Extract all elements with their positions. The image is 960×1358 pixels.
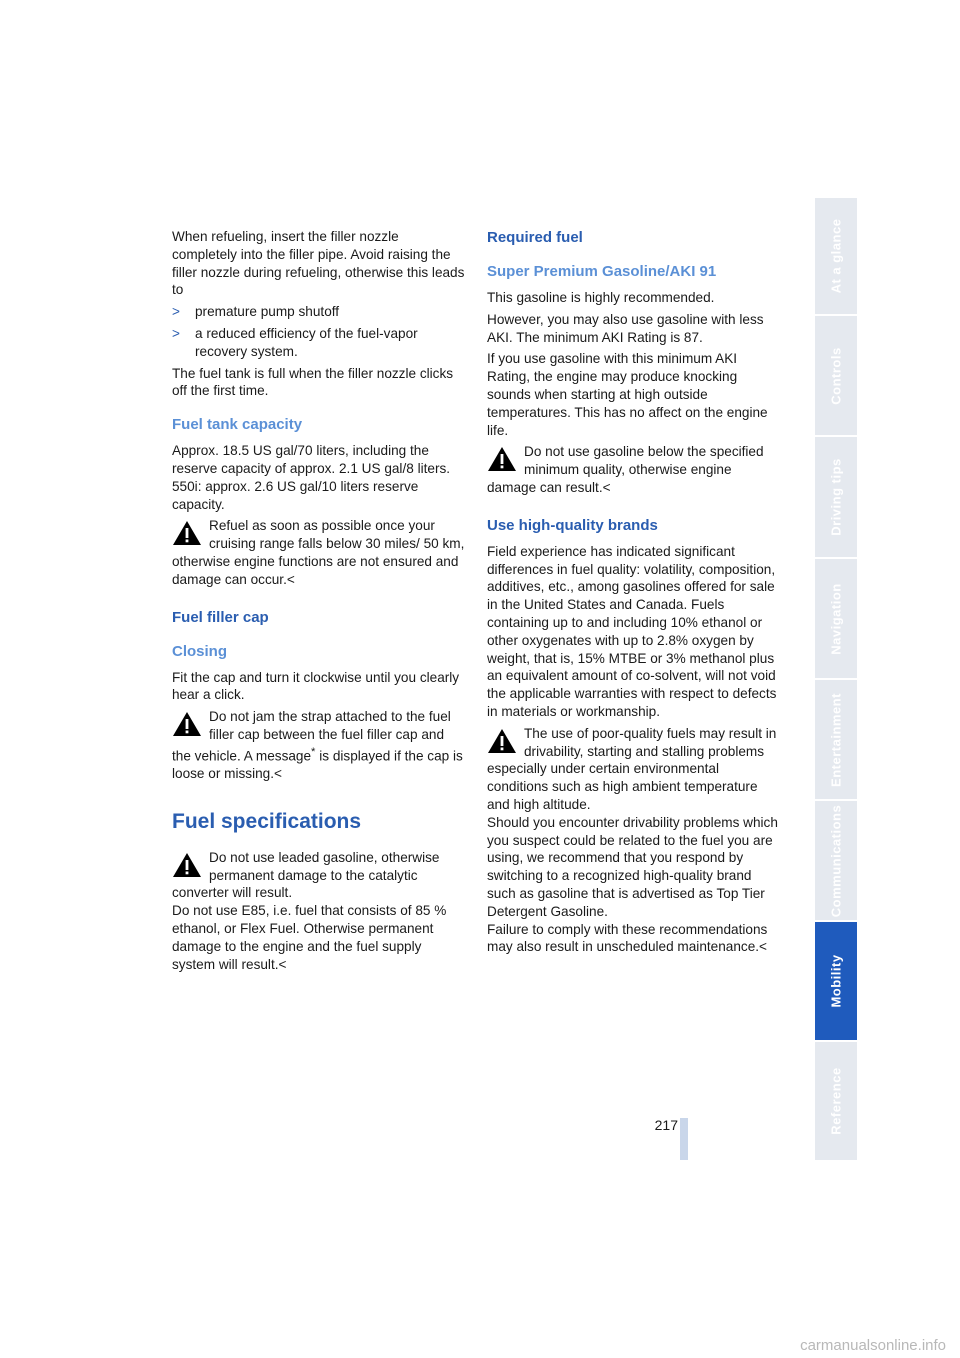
tab-mobility[interactable]: [815, 922, 857, 1040]
tab-navigation[interactable]: [815, 559, 857, 678]
chapter-tabs: [815, 198, 857, 1162]
paragraph: Field experience has indicated significant differences in fuel quality: volatility, composition, additives, etc., among gasolines offered for sale in the United States and Canada. Fuels containing up to and including 10% ethanol or other oxygenates with up to 2.8% oxygen by weight, that is, 15% MTBE or 3% methanol plus an equivalent amount of co-solvent, will not void the applicable warranties with respect to defects in materials or workmanship.: [487, 543, 777, 719]
warning-icon: [172, 852, 202, 878]
tab-label: Mobility: [828, 954, 844, 1008]
paragraph: If you use gasoline with this minimum AKI Rating, the engine may produce knocking sounds when starting at high outside temperatures. This has no affect on the engine life.: [487, 351, 768, 438]
paragraph: This gasoline is highly recommended.: [487, 290, 715, 305]
end-mark: <: [286, 571, 295, 587]
page-number: 217: [654, 1117, 678, 1133]
page-marker-bar: [680, 1118, 688, 1160]
warning-note: [172, 849, 466, 974]
tab-label: Driving tips: [828, 458, 844, 536]
paragraph: Approx. 18.5 US gal/70 liters, including the reserve capacity of approx. 2.1 US gal/8 liters. 550i: approx. 2.6 US gal/10 liters reserve capacity.: [172, 443, 451, 512]
tab-label: Entertainment: [828, 692, 844, 787]
watermark: carmanualsonline.info: [800, 1337, 946, 1354]
warning-text: Failure to comply with these recommendations may also result in unscheduled maintenance.: [487, 921, 768, 955]
list-item: [172, 303, 466, 321]
bullet-mark: >: [172, 304, 180, 320]
tab-label: Navigation: [828, 582, 844, 655]
list-item-text: a reduced efficiency of the fuel-vapor recovery system.: [195, 325, 418, 359]
left-column: [172, 228, 466, 977]
tab-label: At a glance: [828, 218, 844, 294]
warning-text: The use of poor-quality fuels may result in drivability, starting and stalling problems especially under certain environmental conditions such as high ambient temperature and high altitude.: [487, 725, 777, 812]
list-item: [172, 325, 466, 361]
tab-label: Controls: [828, 346, 844, 405]
warning-note: [172, 708, 466, 783]
section-heading-high-quality-brands: Use high-quality brands: [487, 516, 658, 534]
paragraph: The fuel tank is full when the filler nozzle clicks off the first time.: [172, 365, 454, 399]
warning-note: [487, 443, 781, 496]
section-heading-closing: Closing: [172, 642, 227, 660]
warning-text: Do not use E85, i.e. fuel that consists of 85 % ethanol, or Flex Fuel. Otherwise permanent damage to the engine and the fuel supply system will result.: [172, 903, 447, 972]
section-heading-fuel-filler-cap: Fuel filler cap: [172, 608, 269, 626]
section-title-fuel-specifications: Fuel specifications: [172, 809, 362, 833]
warning-icon: [487, 446, 517, 472]
section-heading-required-fuel: Required fuel: [487, 229, 583, 246]
warning-text: Do not use gasoline below the specified minimum quality, otherwise engine damage can result.: [487, 444, 764, 495]
warning-note: [487, 725, 781, 956]
warning-icon: [172, 711, 202, 737]
asterisk: *: [311, 745, 316, 758]
list-item-text: premature pump shutoff: [195, 304, 340, 320]
right-column: [487, 229, 781, 960]
end-mark: <: [602, 479, 611, 495]
tab-entertainment[interactable]: [815, 680, 857, 799]
bullet-mark: >: [172, 325, 180, 341]
tab-reference[interactable]: [815, 1042, 857, 1160]
section-heading-capacity: Fuel tank capacity: [172, 416, 303, 434]
tab-controls[interactable]: [815, 316, 857, 435]
paragraph: However, you may also use gasoline with less AKI. The minimum AKI Rating is 87.: [487, 311, 764, 345]
warning-text: Refuel as soon as possible once your cruising range falls below 30 miles/ 50 km, otherwise engine functions are not ensured and damage can occur.: [172, 518, 465, 587]
tab-label: Reference: [828, 1067, 844, 1135]
warning-text: Do not use leaded gasoline, otherwise permanent damage to the catalytic converter will result.: [172, 849, 440, 901]
end-mark: <: [274, 766, 282, 782]
tab-at-a-glance[interactable]: [815, 198, 857, 314]
tab-communications[interactable]: [815, 801, 857, 920]
warning-note: [172, 517, 466, 588]
end-mark: <: [759, 939, 767, 955]
tab-driving-tips[interactable]: [815, 437, 857, 557]
warning-text: Do not jam the strap attached to the fuel filler cap between the fuel filler cap and the vehicle. A message: [172, 709, 451, 764]
paragraph: Fit the cap and turn it clockwise until you clearly hear a click.: [172, 669, 460, 703]
warning-icon: [172, 520, 202, 546]
section-heading-super-premium: Super Premium Gasoline/AKI 91: [487, 263, 717, 280]
tab-label: Communications: [828, 804, 844, 917]
warning-icon: [487, 728, 517, 754]
end-mark: <: [278, 956, 287, 972]
paragraph: When refueling, insert the filler nozzle completely into the filler pipe. Avoid raising the filler nozzle during refueling, otherwise this leads to: [172, 229, 465, 298]
warning-text: is displayed if the cap is loose or missing.: [172, 748, 463, 782]
warning-text: Should you encounter drivability problems which you suspect could be related to the fuel you are using, we recommend that you respond by switching to a recognized high-quality brand such as gasoline that is advertised as Top Tier Detergent Gasoline.: [487, 814, 778, 919]
